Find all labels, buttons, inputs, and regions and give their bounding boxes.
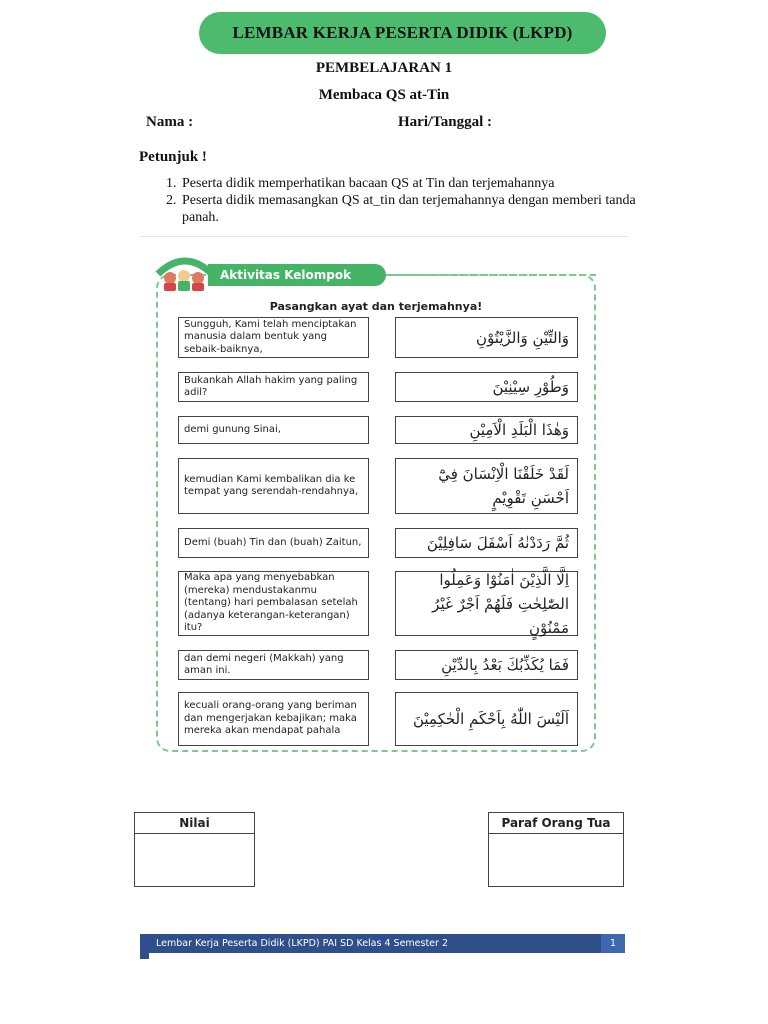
arabic-verse-box[interactable]: لَقَدْ خَلَقْنَا الْاِنْسَانَ فِيْٓ اَحْسَنِ تَقْوِيْمٍ xyxy=(395,458,578,514)
arabic-verse-box[interactable]: اَلَيْسَ اللّٰهُ بِاَحْكَمِ الْحٰكِمِيْنَ xyxy=(395,692,578,746)
arabic-verse-box[interactable]: فَمَا يُكَذِّبُكَ بَعْدُ بِالدِّيْنِ xyxy=(395,650,578,680)
translation-box[interactable]: Maka apa yang menyebabkan (mereka) mendustakanmu (tentang) hari pembalasan setelah (adanya keterangan-keterangan) itu? xyxy=(178,571,369,636)
nilai-label: Nilai xyxy=(135,813,254,834)
lkpd-title: LEMBAR KERJA PESERTA DIDIK (LKPD) xyxy=(232,23,573,42)
parent-signature-box[interactable] xyxy=(488,812,624,887)
activity-frame-top-line xyxy=(384,274,596,276)
instruction-item: 1. Peserta didik memperhatikan bacaan QS at Tin dan terjemahannya xyxy=(180,175,650,192)
activity-instruction: Pasangkan ayat dan terjemahnya! xyxy=(269,300,483,313)
pair-row xyxy=(178,650,578,680)
translation-box[interactable]: dan demi negeri (Makkah) yang aman ini. xyxy=(178,650,369,680)
translation-box[interactable]: Demi (buah) Tin dan (buah) Zaitun, xyxy=(178,528,369,558)
arabic-verse-box[interactable]: اِلَّا الَّذِيْنَ اٰمَنُوْا وَعَمِلُوا الصّٰلِحٰتِ فَلَهُمْ اَجْرٌ غَيْرُ مَمْنُوْنٍ xyxy=(395,571,578,636)
lkpd-title-banner xyxy=(199,12,606,54)
pair-row xyxy=(178,528,578,558)
translation-box[interactable]: Sungguh, Kami telah menciptakan manusia dalam bentuk yang sebaik-baiknya, xyxy=(178,317,369,358)
pair-row xyxy=(178,571,578,636)
translation-box[interactable]: demi gunung Sinai, xyxy=(178,416,369,444)
arabic-verse-box[interactable]: وَطُوْرِ سِيْنِيْنَ xyxy=(395,372,578,402)
pair-row xyxy=(178,692,578,746)
nilai-score-box[interactable] xyxy=(134,812,255,887)
bismillah-kids-icon xyxy=(154,252,216,292)
instructions-list xyxy=(160,175,650,226)
translation-box[interactable]: kemudian Kami kembalikan dia ke tempat yang serendah-rendahnya, xyxy=(178,458,369,514)
footer-bar xyxy=(140,934,625,953)
arabic-verse-box[interactable]: ثُمَّ رَدَدْنٰهُ اَسْفَلَ سَافِلِيْنَ xyxy=(395,528,578,558)
instruction-item: 2. Peserta didik memasangkan QS at_tin dan terjemahannya dengan memberi tanda panah. xyxy=(180,192,650,226)
footer-text: Lembar Kerja Peserta Didik (LKPD) PAI SD Kelas 4 Semester 2 xyxy=(156,938,448,949)
pair-row xyxy=(178,372,578,402)
lesson-number: PEMBELAJARAN 1 xyxy=(315,60,453,76)
parent-signature-label: Paraf Orang Tua xyxy=(489,813,623,834)
pair-row xyxy=(178,317,578,358)
arabic-verse-box[interactable]: وَهٰذَا الْبَلَدِ الْاَمِيْنِ xyxy=(395,416,578,444)
activity-group-tab: Aktivitas Kelompok xyxy=(208,264,386,286)
translation-box[interactable]: kecuali orang-orang yang beriman dan mengerjakan kebajikan; maka mereka akan mendapat pahala xyxy=(178,692,369,746)
instructions-title: Petunjuk ! xyxy=(139,149,207,165)
tanggal-field-label: Hari/Tanggal : xyxy=(398,114,493,130)
translation-box[interactable]: Bukankah Allah hakim yang paling adil? xyxy=(178,372,369,402)
lesson-topic: Membaca QS at-Tin xyxy=(318,87,450,103)
pair-row xyxy=(178,416,578,444)
page-number: 1 xyxy=(601,934,625,953)
pair-row xyxy=(178,458,578,514)
nama-field-label: Nama : xyxy=(146,114,194,130)
arabic-verse-box[interactable]: وَالتِّيْنِ وَالزَّيْتُوْنِ xyxy=(395,317,578,358)
